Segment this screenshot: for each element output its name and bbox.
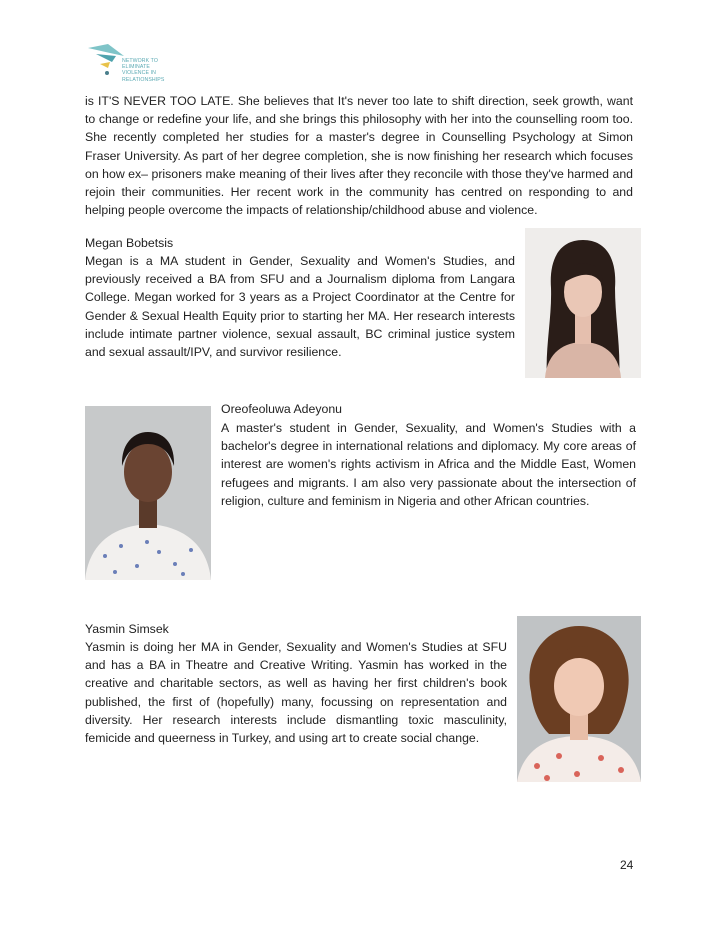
logo-line: ELIMINATE [122, 64, 150, 71]
logo-line: NETWORK TO [122, 58, 158, 64]
bio-name-megan: Megan Bobetsis [85, 236, 174, 250]
bio-text-megan: Megan is a MA student in Gender, Sexuality and Women's Studies, and previously received a BA from SFU and a Journalism diploma from Langara College. Megan worked for 3 years as a Project Coordinator at the Centre for Gender & Sexual Health Equity prior to starting her MA. Her research interests include intimate partner violence, sexual assault, BC criminal justice system and sexual assault/IPV, and survivor resilience. [85, 254, 515, 360]
bio-name-oreofeoluwa: Oreofeoluwa Adeyonu [221, 402, 343, 416]
portrait-megan [525, 228, 641, 378]
portrait-yasmin [517, 616, 641, 782]
bio-name-yasmin: Yasmin Simsek [85, 622, 169, 636]
logo-line: VIOLENCE IN [122, 70, 156, 77]
bird-logo-icon [86, 42, 126, 78]
intro-paragraph: is IT'S NEVER TOO LATE. She believes that It's never too late to shift direction, seek growth, want to change or redefine your life, and she brings this philosophy with her into the counselling room too. She recently completed her studies for a master's degree in Counselling Psychology at Simon Fraser University. As part of her degree completion, she is now finishing her research which focuses on how ex– prisoners make meaning of their lives after they reconcile with those they've harmed and rejoin their communities. Her recent work in the community has centred on responding to and helping people overcome the impacts of relationship/childhood abuse and violence. [85, 94, 633, 218]
logo-line: RELATIONSHIPS [122, 76, 165, 83]
page-number: 24 [620, 858, 634, 872]
bio-text-oreofeoluwa: A master's student in Gender, Sexuality, and Women's Studies with a bachelor's degree in international relations and diplomacy. My core areas of interest are women's rights activism in Africa and the Middle East, Women refugees and migrants. I am also very passionate about the intersection of religion, culture and feminism in Nigeria and other African countries. [221, 421, 636, 508]
logo-wordmark [122, 58, 192, 83]
bio-text-yasmin: Yasmin is doing her MA in Gender, Sexuality and Women's Studies at SFU and has a BA in Theatre and Creative Writing. Yasmin has worked in the creative and charitable sectors, as well as having her first children's book published, the first of (hopefully) many, focussing on representation and diversity. Her research interests include dismantling toxic masculinity, femicide and queerness in Turkey, and using art to create social change. [85, 640, 507, 746]
portrait-oreofeoluwa [85, 406, 211, 580]
